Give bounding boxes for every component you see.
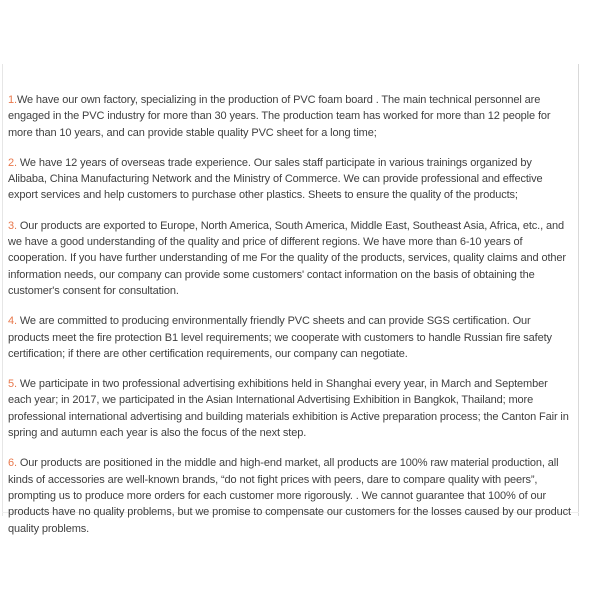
paragraph-2-number: 2. bbox=[8, 156, 17, 169]
paragraph-6 bbox=[8, 455, 572, 536]
company-advantages-text-block bbox=[8, 92, 572, 551]
paragraph-3-text: Our products are exported to Europe, North America, South America, Middle East, Southeast Asia, Africa, etc., and we have a good understanding of the quality and price of different regions. We have more than 6-10 years of cooperation. If you have further understanding of me For the quality of the products, services, quality claims and other information needs, our company can provide some customers' contact information on the basis of obtaining the customer's consent for consultation. bbox=[8, 219, 566, 297]
paragraph-5 bbox=[8, 376, 572, 441]
paragraph-6-number: 6. bbox=[8, 457, 17, 470]
paragraph-4 bbox=[8, 313, 572, 362]
paragraph-2-text: We have 12 years of overseas trade experience. Our sales staff participate in various trainings organized by Alibaba, China Manufacturing Network and the Ministry of Commerce. We can provide professional and effective export services and help customers to purchase other plastics. Sheets to ensure the quality of the products; bbox=[8, 156, 543, 202]
paragraph-1-text: We have our own factory, specializing in the production of PVC foam board . The main technical personnel are engaged in the PVC industry for more than 30 years. The production team has worked for more than 12 people for more than 10 years, and can provide stable quality PVC sheet for a long time; bbox=[8, 94, 551, 139]
content-cell-border-right bbox=[578, 64, 579, 516]
paragraph-5-number: 5. bbox=[8, 378, 17, 391]
paragraph-3 bbox=[8, 218, 572, 299]
paragraph-1 bbox=[8, 92, 572, 141]
paragraph-4-number: 4. bbox=[8, 315, 17, 328]
paragraph-4-text: We are committed to producing environmentally friendly PVC sheets and can provide SGS certification. Our products meet the fire protection B1 level requirements; we cooperate with customers to handle Russian fire safety certification; if there are other certification requirements, our company can negotiate. bbox=[8, 315, 552, 360]
paragraph-1-number: 1. bbox=[8, 94, 17, 106]
paragraph-3-number: 3. bbox=[8, 219, 17, 232]
paragraph-6-text: Our products are positioned in the middle and high-end market, all products are 100% raw material production, all kinds of accessories are well-known brands, “do not fight prices with peers, dare to compare quality with peers”, prompting us to produce more orders for each customer more rigorously. . We cannot guarantee that 100% of our products have no quality problems, but we promise to compensate our customers for the losses caused by our product quality problems. bbox=[8, 457, 571, 535]
content-cell-border-left bbox=[2, 64, 3, 516]
paragraph-5-text: We participate in two professional advertising exhibitions held in Shanghai every year, in March and September each year; in 2017, we participated in the Asian International Advertising Exhibition in Bangkok, Thailand; more professional international advertising and building materials exhibition is Active preparation process; the Canton Fair in spring and autumn each year is also the focus of the next step. bbox=[8, 378, 569, 440]
paragraph-2 bbox=[8, 155, 572, 204]
